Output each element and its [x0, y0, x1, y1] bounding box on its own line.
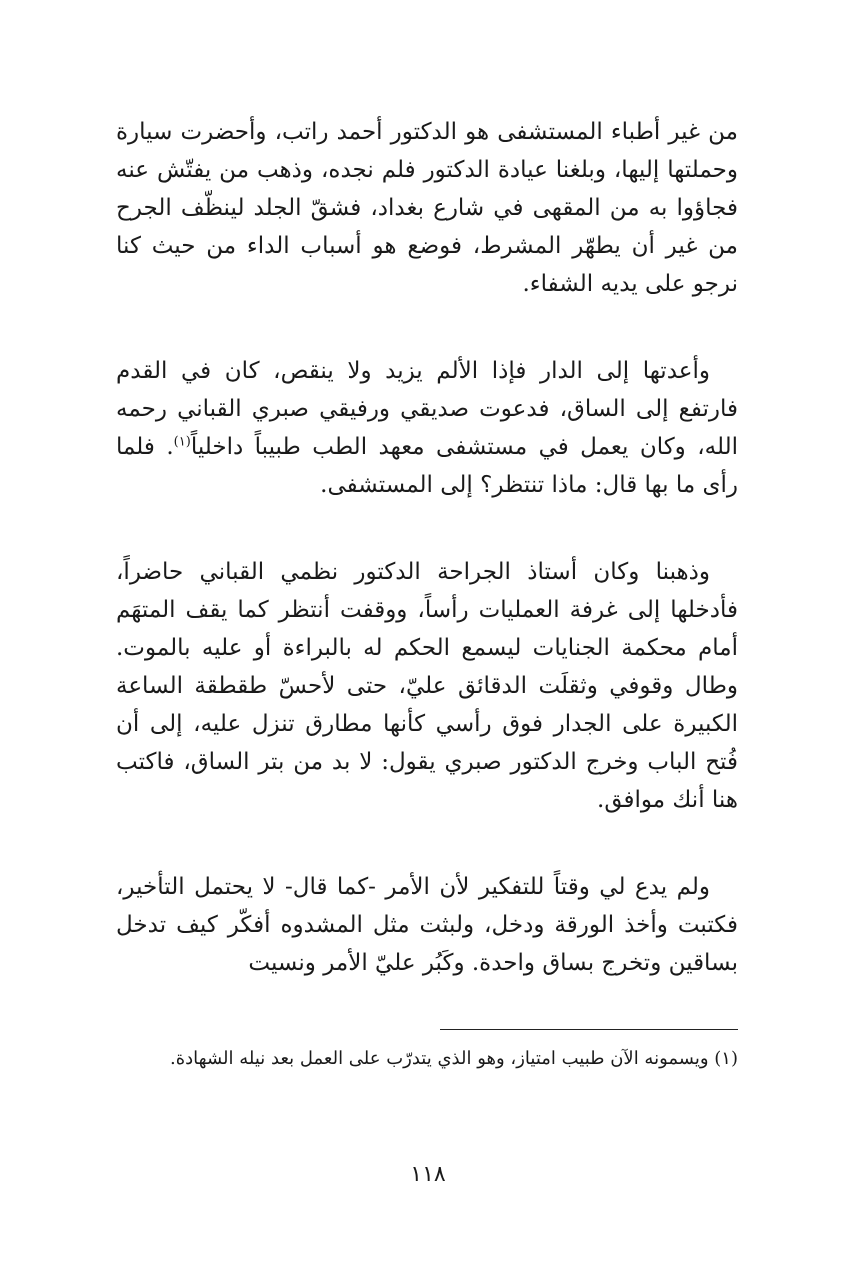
footnote-divider: [440, 1029, 738, 1030]
page-number: ١١٨: [410, 1162, 446, 1187]
paragraph-2-text-before: وأعدتها إلى الدار فإذا الألم يزيد ولا ينقص، كان في القدم فارتفع إلى الساق، فدعوت صديقي ورفيقي صبري القباني رحمه الله، وكان يعمل في مستشفى معهد الطب طبيباً داخلياً: [116, 358, 738, 460]
paragraph-2-text-after: . فلما رأى ما بها قال: ماذا تنتظر؟ إلى المستشفى.: [116, 434, 738, 498]
paragraph-3: وذهبنا وكان أستاذ الجراحة الدكتور نظمي القباني حاضراً، فأدخلها إلى غرفة العمليات رأساً، ووقفت أنتظر كما يقف المتهَم أمام محكمة الجنايات ليسمع الحكم له بالبراءة أو عليه بالموت. وطال وقوفي وثقلَت الدقائق عليّ، حتى لأحسّ طقطقة الساعة الكبيرة على الجدار فوق رأسي كأنها مطارق تنزل عليه، إلى أن فُتح الباب وخرج الدكتور صبري يقول: لا بد من بتر الساق، فاكتب هنا أنك موافق.: [116, 559, 738, 813]
paragraph-4: ولم يدع لي وقتاً للتفكير لأن الأمر -كما قال- لا يحتمل التأخير، فكتبت وأخذ الورقة ودخل، ولبثت مثل المشدوه أفكّر كيف تدخل بساقين وتخرج بساق واحدة. وكَبُر عليّ الأمر ونسيت: [116, 874, 738, 976]
paragraph-1: من غير أطباء المستشفى هو الدكتور أحمد راتب، وأحضرت سيارة وحملتها إليها، وبلغنا عيادة الدكتور فلم نجده، وذهب من يفتّش عنه فجاؤوا به من المقهى في شارع بغداد، فشقّ الجلد لينظّف الجرح من غير أن يطهّر المشرط، فوضع هو أسباب الداء من حيث كنا نرجو على يديه الشفاء.: [116, 119, 738, 297]
footnote: (١) ويسمونه الآن طبيب امتياز، وهو الذي يتدرّب على العمل بعد نيله الشهادة.: [170, 1048, 738, 1069]
paragraph-2: [116, 352, 738, 504]
footnote-marker: (١): [173, 434, 191, 450]
